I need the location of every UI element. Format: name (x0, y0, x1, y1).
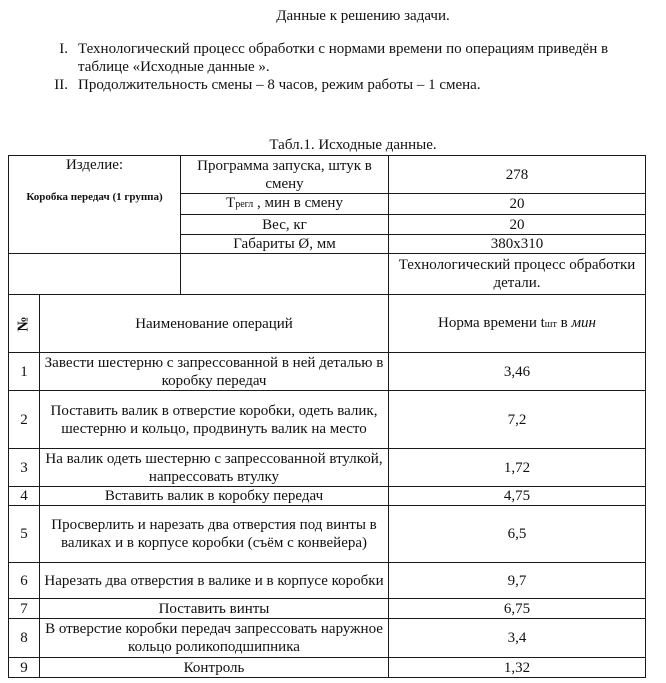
op-time: 1,72 (389, 449, 646, 487)
table-row (9, 353, 646, 391)
op-number: 5 (9, 506, 40, 563)
op-number: 9 (9, 658, 40, 678)
op-number: 2 (9, 391, 40, 449)
product-cell (9, 156, 181, 254)
param-value: 380x310 (389, 235, 646, 254)
table-row (9, 619, 646, 658)
op-time: 3,46 (389, 353, 646, 391)
op-name: Просверлить и нарезать два отверстия под винты в валиках и в корпусе коробки (съём с конвейера) (40, 506, 389, 563)
list-item-number: II. (54, 77, 68, 93)
table-row (9, 449, 646, 487)
op-name: Поставить винты (40, 599, 389, 619)
table-row (9, 506, 646, 563)
column-header-number (9, 295, 40, 353)
op-time: 4,75 (389, 487, 646, 506)
param-value: 20 (389, 215, 646, 235)
op-number: 8 (9, 619, 40, 658)
empty-cell (181, 254, 389, 295)
column-header-operation: Наименование операций (40, 295, 389, 353)
op-time: 1,32 (389, 658, 646, 678)
table-row (9, 156, 646, 194)
op-name: Контроль (40, 658, 389, 678)
norm-unit: мин (571, 314, 596, 331)
table-row (9, 658, 646, 678)
table-row (9, 599, 646, 619)
list-item (0, 76, 666, 94)
product-name: Коробка передач (1 группа) (26, 191, 163, 203)
table-row (9, 487, 646, 506)
op-name: Поставить валик в отверстие коробки, одеть валик, шестерню и кольцо, продвинуть валик на место (40, 391, 389, 449)
op-number: 6 (9, 563, 40, 599)
list-item-number: I. (59, 41, 68, 57)
op-number: 3 (9, 449, 40, 487)
document-title: Данные к решению задачи. (276, 8, 450, 24)
op-number: 7 (9, 599, 40, 619)
param-label: Габариты Ø, мм (181, 235, 389, 254)
op-time: 6,75 (389, 599, 646, 619)
param-label-rest: , мин в смену (253, 195, 343, 211)
table-row (9, 563, 646, 599)
op-name: Вставить валик в коробку передач (40, 487, 389, 506)
param-label-main: Т (226, 195, 236, 211)
list-item-text: Технологический процесс обработки с нормами времени по операциям приведён в таблице «Исходные данные ». (78, 41, 609, 75)
op-name: Завести шестерню с запрессованной в ней деталью в коробку передач (40, 353, 389, 391)
norm-in: в (556, 314, 572, 331)
norm-label: Норма времени t (438, 314, 545, 331)
op-time: 3,4 (389, 619, 646, 658)
op-time: 9,7 (389, 563, 646, 599)
op-number: 1 (9, 353, 40, 391)
param-value: 278 (389, 156, 646, 194)
op-name: В отверстие коробки передач запрессовать наружное кольцо роликоподшипника (40, 619, 389, 658)
table-row (9, 391, 646, 449)
table-header-row (9, 295, 646, 353)
list-item-text: Продолжительность смены – 8 часов, режим работы – 1 смена. (78, 77, 481, 93)
number-sign: № (15, 315, 32, 332)
param-label (181, 194, 389, 215)
param-value: 20 (389, 194, 646, 215)
table-row (9, 254, 646, 295)
empty-cell (9, 254, 181, 295)
norm-subscript: шт (544, 318, 557, 330)
param-label: Вес, кг (181, 215, 389, 235)
list-item (0, 40, 666, 76)
process-header: Технологический процесс обработки детали. (389, 254, 646, 295)
op-time: 7,2 (389, 391, 646, 449)
op-name: Нарезать два отверстия в валике и в корпусе коробки (40, 563, 389, 599)
source-data-table (8, 155, 646, 678)
task-conditions-list (0, 40, 666, 94)
op-name: На валик одеть шестерню с запрессованной втулкой, напрессовать втулку (40, 449, 389, 487)
product-label: Изделие: (65, 157, 124, 173)
column-header-norm (389, 295, 646, 353)
table-caption: Табл.1. Исходные данные. (269, 137, 437, 153)
op-time: 6,5 (389, 506, 646, 563)
param-label: Программа запуска, штук в смену (181, 156, 389, 194)
op-number: 4 (9, 487, 40, 506)
param-label-subscript: регл (235, 199, 254, 210)
